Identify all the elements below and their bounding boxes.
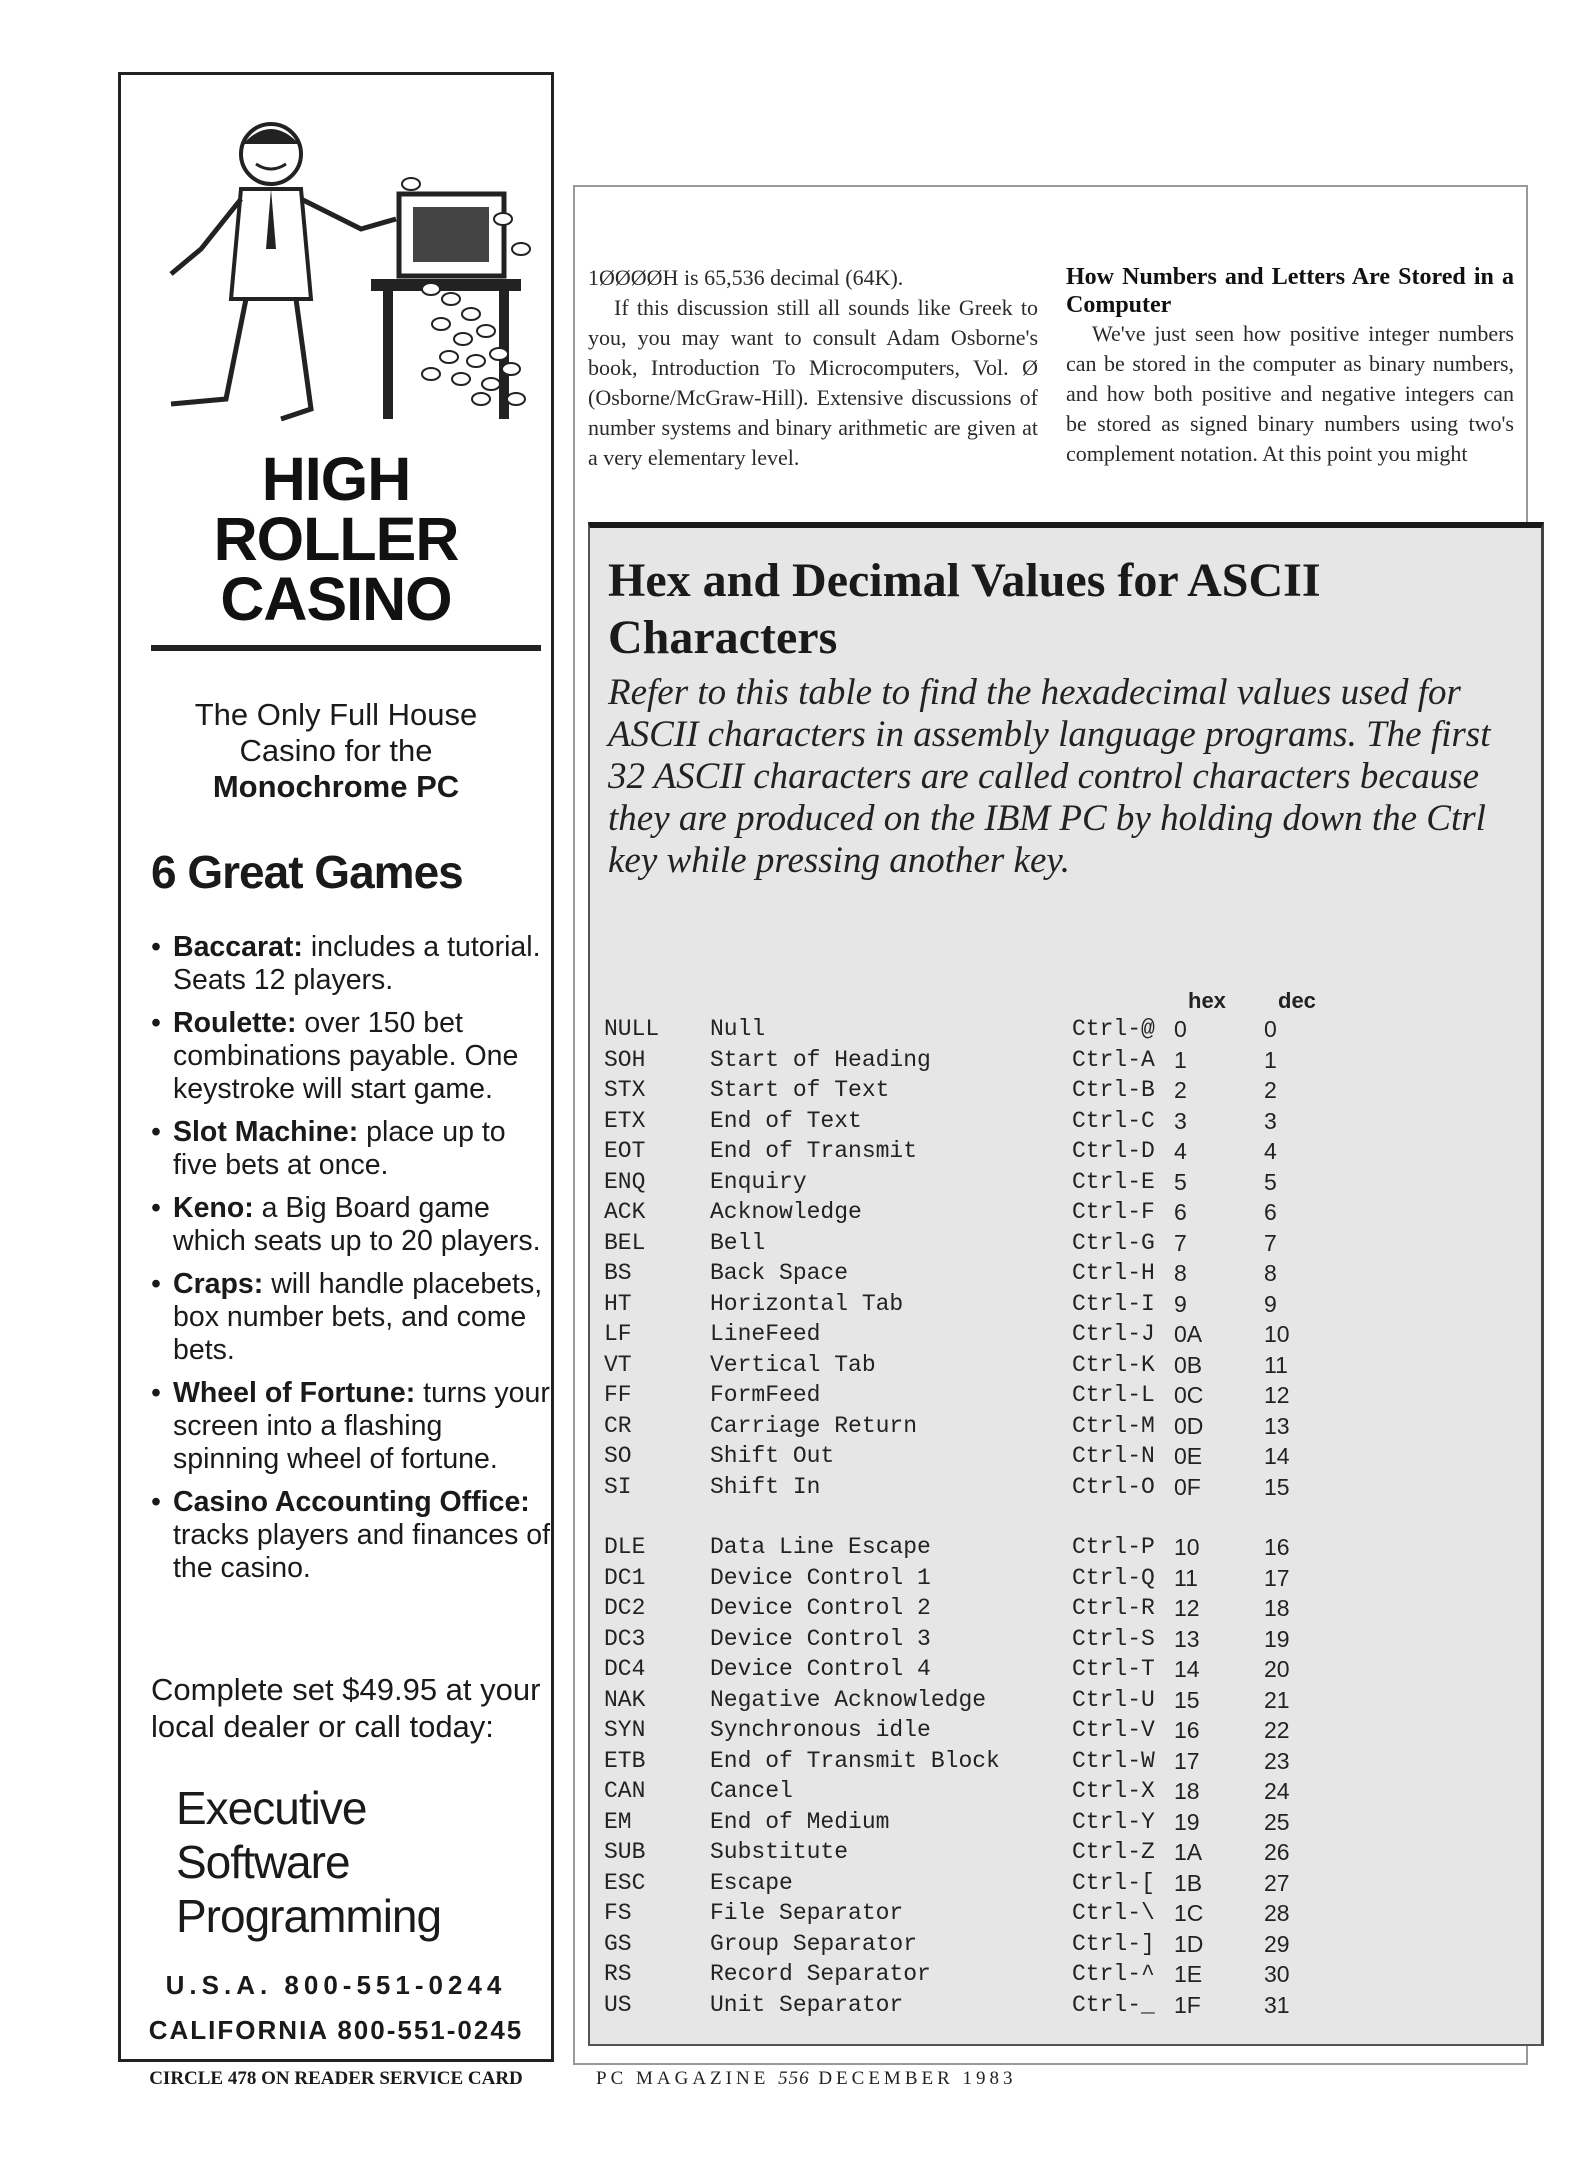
- footer-date: DECEMBER 1983: [818, 2068, 1017, 2089]
- games-heading: 6 Great Games: [151, 846, 463, 898]
- column-header-hex: hex: [1188, 988, 1226, 1013]
- article-subheading: How Numbers and Letters Are Stored in a Computer: [1066, 264, 1514, 318]
- table-row: SYN Synchronous idle Ctrl-V 16 22: [604, 1717, 1290, 1743]
- ascii-table-box: [588, 522, 1544, 2046]
- table-row: BEL Bell Ctrl-G 7 7: [604, 1229, 1277, 1256]
- tagline-line-3: Monochrome PC: [212, 769, 460, 804]
- table-row: ACK Acknowledge Ctrl-F 6 6: [604, 1199, 1277, 1225]
- list-item: • Casino Accounting Office: tracks players and finances of the casino.: [151, 1486, 551, 1585]
- list-item: • Wheel of Fortune: turns your screen into a flashing spinning wheel of fortune.: [151, 1377, 551, 1476]
- table-row: ETB End of Transmit Block Ctrl-W 17 23: [604, 1747, 1290, 1774]
- table-row: VT Vertical Tab Ctrl-K 0B 11: [604, 1351, 1288, 1378]
- table-row: EM End of Medium Ctrl-Y 19 25: [604, 1808, 1290, 1835]
- price-text: Complete set $49.95 at your local dealer or call today:: [151, 1672, 541, 1744]
- column-header-dec: dec: [1278, 988, 1316, 1013]
- list-item: • Keno: a Big Board game which seats up to 20 players.: [151, 1192, 551, 1258]
- table-row: SI Shift In Ctrl-O 0F 15: [604, 1473, 1290, 1500]
- table-row: DC2 Device Control 2 Ctrl-R 12 18: [604, 1595, 1290, 1621]
- table-row: NULL Null Ctrl-@ 0 0: [604, 1016, 1277, 1042]
- table-row: SO Shift Out Ctrl-N 0E 14: [604, 1443, 1290, 1469]
- ad-divider: [151, 645, 541, 651]
- article-paragraph: We've just seen how positive integer numbers can be stored in the computer as binary numbers, and how both positive and negative integers can be stored as signed binary numbers using two's complement notation. At this point you might: [1066, 321, 1514, 466]
- tagline-line-2: Casino for the: [239, 733, 433, 768]
- ad-title: [121, 445, 551, 633]
- gambler-cartoon-illustration: [131, 99, 541, 439]
- table-row: NAK Negative Acknowledge Ctrl-U 15 21: [604, 1686, 1290, 1713]
- ad-tagline: [121, 697, 551, 805]
- list-item: • Baccarat: includes a tutorial. Seats 12 players.: [151, 931, 551, 997]
- footer-page-number: 556: [778, 2068, 810, 2089]
- phone-california: CALIFORNIA 800-551-0245: [148, 2015, 524, 2045]
- table-row: GS Group Separator Ctrl-] 1D 29: [604, 1930, 1290, 1957]
- ad-title-text: HIGH ROLLER CASINO: [213, 445, 459, 633]
- table-row: ESC Escape Ctrl-[ 1B 27: [604, 1869, 1290, 1896]
- table-row: DC3 Device Control 3 Ctrl-S 13 19: [604, 1625, 1290, 1652]
- list-item: • Craps: will handle placebets, box number bets, and come bets.: [151, 1268, 551, 1367]
- table-row: SUB Substitute Ctrl-Z 1A 26: [604, 1839, 1290, 1865]
- company-line-3: Programming: [176, 1890, 442, 1942]
- table-row: ENQ Enquiry Ctrl-E 5 5: [604, 1168, 1277, 1195]
- table-row: ETX End of Text Ctrl-C 3 3: [604, 1107, 1277, 1134]
- list-item: • Slot Machine: place up to five bets at once.: [151, 1116, 551, 1182]
- reader-service-note: CIRCLE 478 ON READER SERVICE CARD: [149, 2068, 523, 2089]
- footer-magazine: PC MAGAZINE: [596, 2068, 770, 2089]
- ascii-table: [604, 1014, 1504, 2020]
- company-line-1: Executive: [176, 1782, 367, 1834]
- table-row: CAN Cancel Ctrl-X 18 24: [604, 1778, 1290, 1804]
- table-description: Refer to this table to find the hexadecimal values used for ASCII characters in assembly language programs. The first 32 ASCII characters are called control characters because they are produced on the IBM PC by holding down the Ctrl key while pressing another key.: [608, 672, 1491, 881]
- article-paragraph: 1ØØØØH is 65,536 decimal (64K).: [588, 265, 904, 290]
- table-title: Hex and Decimal Values for ASCII Characters: [608, 554, 1321, 664]
- company-name: [176, 1781, 441, 1943]
- phone-usa: U.S.A. 800-551-0244: [165, 1970, 507, 2000]
- table-row: BS Back Space Ctrl-H 8 8: [604, 1260, 1277, 1286]
- table-row: CR Carriage Return Ctrl-M 0D 13: [604, 1412, 1290, 1439]
- table-row: DC1 Device Control 1 Ctrl-Q 11 17: [604, 1564, 1290, 1591]
- table-row: RS Record Separator Ctrl-^ 1E 30: [604, 1961, 1290, 1987]
- table-row: EOT End of Transmit Ctrl-D 4 4: [604, 1138, 1277, 1164]
- table-row: HT Horizontal Tab Ctrl-I 9 9: [604, 1290, 1277, 1317]
- table-row: FF FormFeed Ctrl-L 0C 12: [604, 1382, 1290, 1408]
- table-row: LF LineFeed Ctrl-J 0A 10: [604, 1321, 1290, 1347]
- tagline-line-1: The Only Full House: [194, 697, 478, 732]
- company-line-2: Software: [176, 1836, 350, 1888]
- article-paragraph: If this discussion still all sounds like Greek to you, you may want to consult Adam Osborne's book, Introduction To Microcomputers, Vol. Ø (Osborne/McGraw-Hill). Extensive discussions of number systems and binary arithmetic are given at a very elementary level.: [588, 295, 1038, 470]
- game-list: [151, 931, 551, 1595]
- table-row: US Unit Separator Ctrl-_ 1F 31: [604, 1991, 1290, 2018]
- article-left-column: [588, 263, 1038, 473]
- table-row: FS File Separator Ctrl-\ 1C 28: [604, 1900, 1290, 1926]
- list-item: • Roulette: over 150 bet combinations payable. One keystroke will start game.: [151, 1007, 551, 1106]
- table-row: DC4 Device Control 4 Ctrl-T 14 20: [604, 1656, 1290, 1682]
- table-row: SOH Start of Heading Ctrl-A 1 1: [604, 1046, 1277, 1073]
- article-right-column: [1066, 263, 1514, 469]
- table-row: STX Start of Text Ctrl-B 2 2: [604, 1077, 1277, 1103]
- page-footer: [596, 2068, 1017, 2090]
- casino-advertisement: [118, 72, 554, 2089]
- table-row: DLE Data Line Escape Ctrl-P 10 16: [604, 1534, 1290, 1560]
